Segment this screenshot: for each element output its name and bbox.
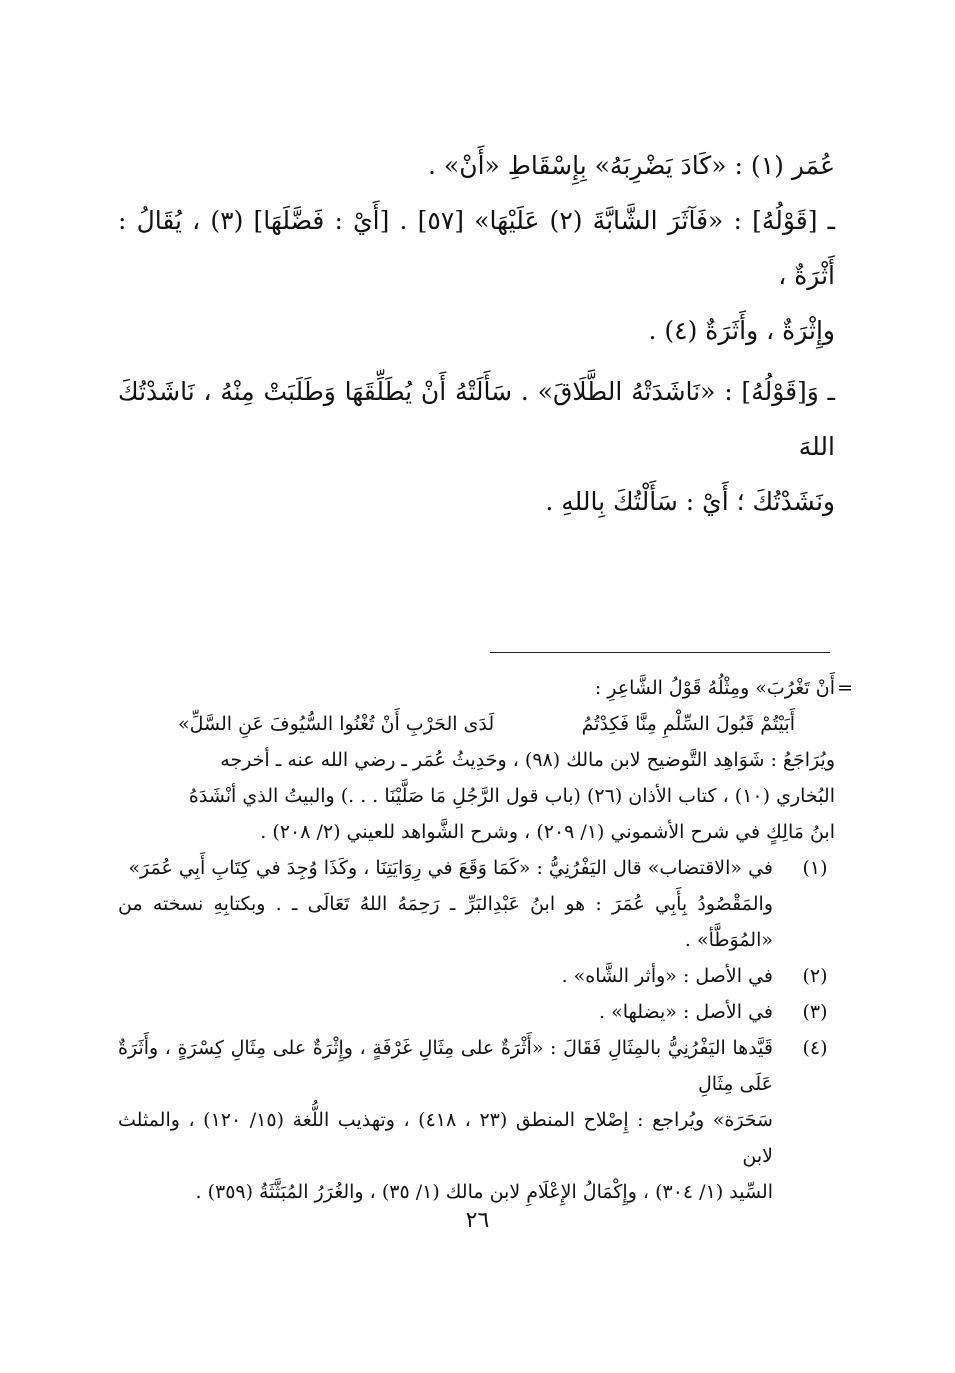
- main-line: وإِثْرَةٌ ، وأَثَرَةٌ (٤) .: [648, 316, 835, 345]
- footnote-line: سَحَرَة» ويُراجع : إِصْلاح المنطق (٢٣ ، ٤١٨) ، وتهذيب اللُّغة (١٥/ ١٢٠) ، والمثلث لابن: [118, 1109, 773, 1167]
- main-line: ونَشَدْتُكَ ؛ أَيْ : سَأَلْتُكَ بِاللهِ .: [545, 487, 835, 516]
- footnote-line: في «الاقتضاب» قال اليَفْرُنِيُّ : «كَمَا وَقَعَ في رِوَايَتِنَا ، وكَذَا وُجِدَ في كِتَابِ أَبِي عُمَرَ»: [128, 857, 773, 879]
- footnote-number: (٢): [802, 965, 828, 987]
- footnote-line: ويُرَاجَعُ : شَوَاهِد التَّوضيح لابن مالك (٩٨) ، وحَدِيثُ عُمَر ـ رضي الله عنه ـ أخرجه: [220, 749, 835, 771]
- verse-hemistich-right: أَبَيْتُمْ قَبُولَ السِّلْمِ مِنَّا فَكِدْتُمُ: [581, 713, 795, 735]
- footnote-continuation-line: أَنْ تَغْرُبَ» ومِثْلُهُ قَوْلُ الشَّاعِرِ :: [594, 677, 835, 699]
- footnote-item: [118, 850, 835, 958]
- footnote-item: [118, 958, 835, 994]
- footnote-item: [118, 994, 835, 1030]
- footnote-line: ابنُ مَالِكٍ في شرح الأشموني (١/ ٢٠٩) ، وشرح الشَّواهد للعيني (٢/ ٢٠٨) .: [260, 821, 835, 843]
- main-line: عُمَر (١) : «كَادَ يَضْرِبَهُ» بِإِسْقَاطِ «أَنْ» .: [428, 151, 835, 180]
- poetry-verse: [118, 706, 835, 742]
- footnote-item: [118, 1030, 835, 1210]
- footnotes: [118, 670, 853, 1210]
- footnote-number: (٤): [802, 1037, 828, 1059]
- footnote-line: السِّيد (١/ ٣٠٤) ، وإِكْمَالُ الإِعْلَامِ لابن مالك (١/ ٣٥) ، والغُرَرُ المُبَثَّثَةُ (٣٥٩) .: [195, 1181, 773, 1203]
- page-number: ٢٦: [465, 1208, 490, 1233]
- footnote-number: (٣): [802, 1001, 828, 1023]
- footnote-line: والمَقْصُودُ بِأَبِي عُمَرَ : هو ابنُ عَبْدِالبَرِّ ـ رَحِمَهُ اللهُ تَعَالَى ـ . وبكتابِهِ نسخته من «المُوَطَّأ» .: [118, 893, 773, 951]
- footnote-separator: [490, 652, 830, 653]
- footnote-line: البُخاري (١٠) ، كتاب الأذان (٢٦) (باب قول الرَّجُلِ مَا صَلَّيْنَا . . .) والبيتُ الذي أنْشَدَهُ: [188, 785, 835, 807]
- main-line: ـ وَ[قَوْلُهُ] : «نَاشَدَتْهُ الطَّلَاقَ» . سَأَلَتْهُ أَنْ يُطَلِّقَهَا وَطَلَبَتْ مِنْهُ ، نَاشَدْتُكَ اللهَ: [118, 377, 835, 461]
- footnote-number: (١): [802, 857, 828, 879]
- footnote-line: في الأصل : «وأثر الشَّاه» .: [561, 965, 773, 987]
- footnote-line: في الأصل : «يضلها» .: [598, 1001, 773, 1023]
- continuation-mark: =: [837, 677, 853, 699]
- verse-hemistich-left: لَدَى الحَرْبِ أَنْ تُغْنُوا السُّيُوفَ عَنِ السَّلِّ»: [178, 713, 495, 735]
- main-text: [118, 138, 835, 529]
- main-line: ـ [قَوْلُهُ] : «فَآثَرَ الشَّابَّةَ (٢) عَلَيْهَا» [٥٧] . [أَيْ : فَضَّلَهَا] (٣) ، يُقَالُ : أَثْرَةٌ ،: [118, 206, 835, 290]
- footnote-line: قَيَّدها اليَفْرُنِيُّ بالمِثَالِ فَقَالَ : «أَثْرَةٌ على مِثَالِ غَرْفَةٍ ، وإِثْرَةٌ على مِثَالِ كِسْرَةٍ ، وأَثَرَةٌ عَلَى مِثَالِ: [118, 1037, 773, 1095]
